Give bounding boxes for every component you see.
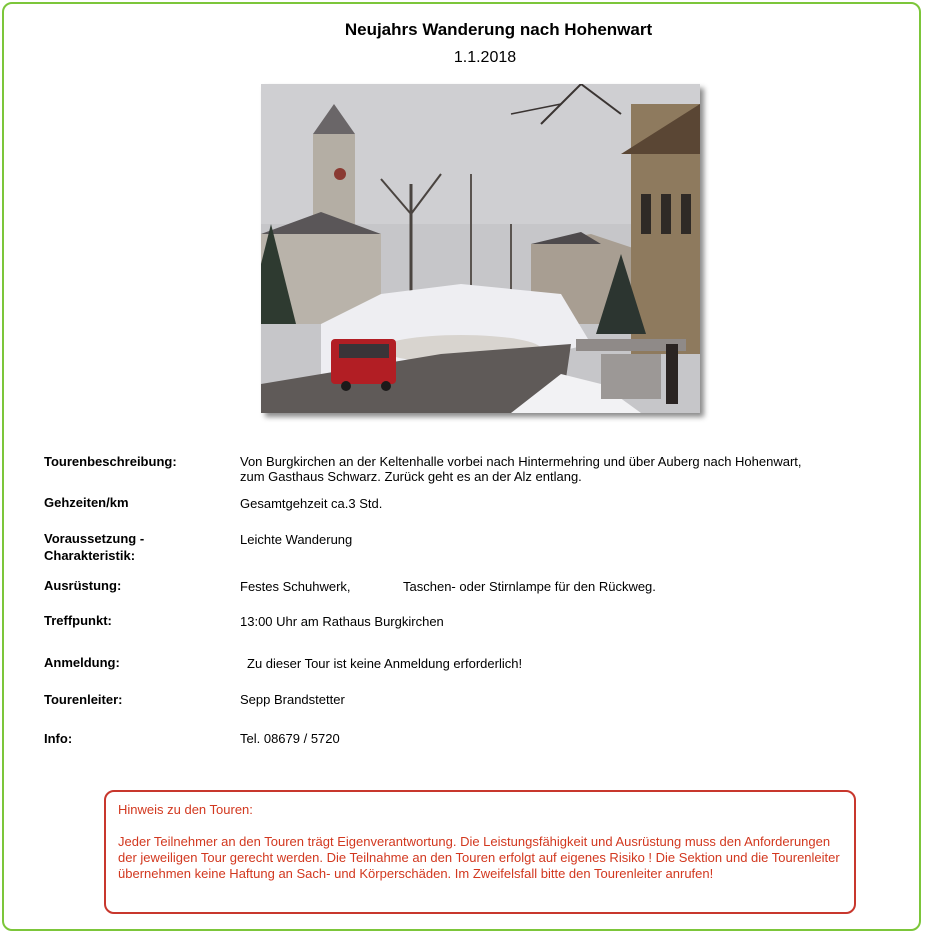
label-info: Info: — [44, 731, 73, 746]
notice-heading: Hinweis zu den Touren: — [118, 802, 253, 817]
winter-village-image — [261, 84, 700, 413]
label-tourenbeschreibung: Tourenbeschreibung: — [44, 454, 177, 469]
label-gehzeiten: Gehzeiten/km — [44, 495, 129, 510]
value-ausruestung-1: Festes Schuhwerk, — [240, 579, 351, 594]
label-tourenleiter: Tourenleiter: — [44, 692, 123, 707]
value-tourenbeschreibung-line2: zum Gasthaus Schwarz. Zurück geht es an der Alz entlang. — [240, 469, 582, 484]
value-anmeldung: Zu dieser Tour ist keine Anmeldung erforderlich! — [247, 656, 523, 671]
label-voraussetzung: Voraussetzung - — [44, 531, 145, 546]
notice-box — [104, 790, 856, 914]
value-tourenbeschreibung-line1: Von Burgkirchen an der Keltenhalle vorbei nach Hintermehring und über Auberg nach Hohenwart, — [240, 454, 802, 469]
value-gehzeiten: Gesamtgehzeit ca.3 Std. — [240, 496, 383, 511]
value-ausruestung-2: Taschen- oder Stirnlampe für den Rückweg. — [403, 579, 656, 594]
label-charakteristik: Charakteristik: — [44, 548, 136, 563]
value-tourenleiter: Sepp Brandstetter — [240, 692, 345, 707]
value-treffpunkt: 13:00 Uhr am Rathaus Burgkirchen — [240, 614, 444, 629]
page-title: Neujahrs Wanderung nach Hohenwart — [344, 20, 653, 39]
value-voraussetzung: Leichte Wanderung — [240, 532, 353, 547]
label-treffpunkt: Treffpunkt: — [44, 613, 112, 628]
tour-date: 1.1.2018 — [453, 49, 517, 66]
label-anmeldung: Anmeldung: — [44, 655, 120, 670]
tour-photo — [261, 84, 700, 413]
value-info: Tel. 08679 / 5720 — [240, 731, 340, 746]
label-ausruestung: Ausrüstung: — [44, 578, 122, 593]
notice-text: Jeder Teilnehmer an den Touren trägt Eigenverantwortung. Die Leistungsfähigkeit und Ausrüstung muss den Anforderungen der jeweiligen Tour gerecht werden. Die Teilnahme an den Touren erfolgt auf eigenes Risiko ! Die Sektion und die Tourenleiter übernehmen keine Haftung an Sach- und Körperschäden. Im Zweifelsfall bitte den Tourenleiter anrufen! — [118, 834, 840, 881]
